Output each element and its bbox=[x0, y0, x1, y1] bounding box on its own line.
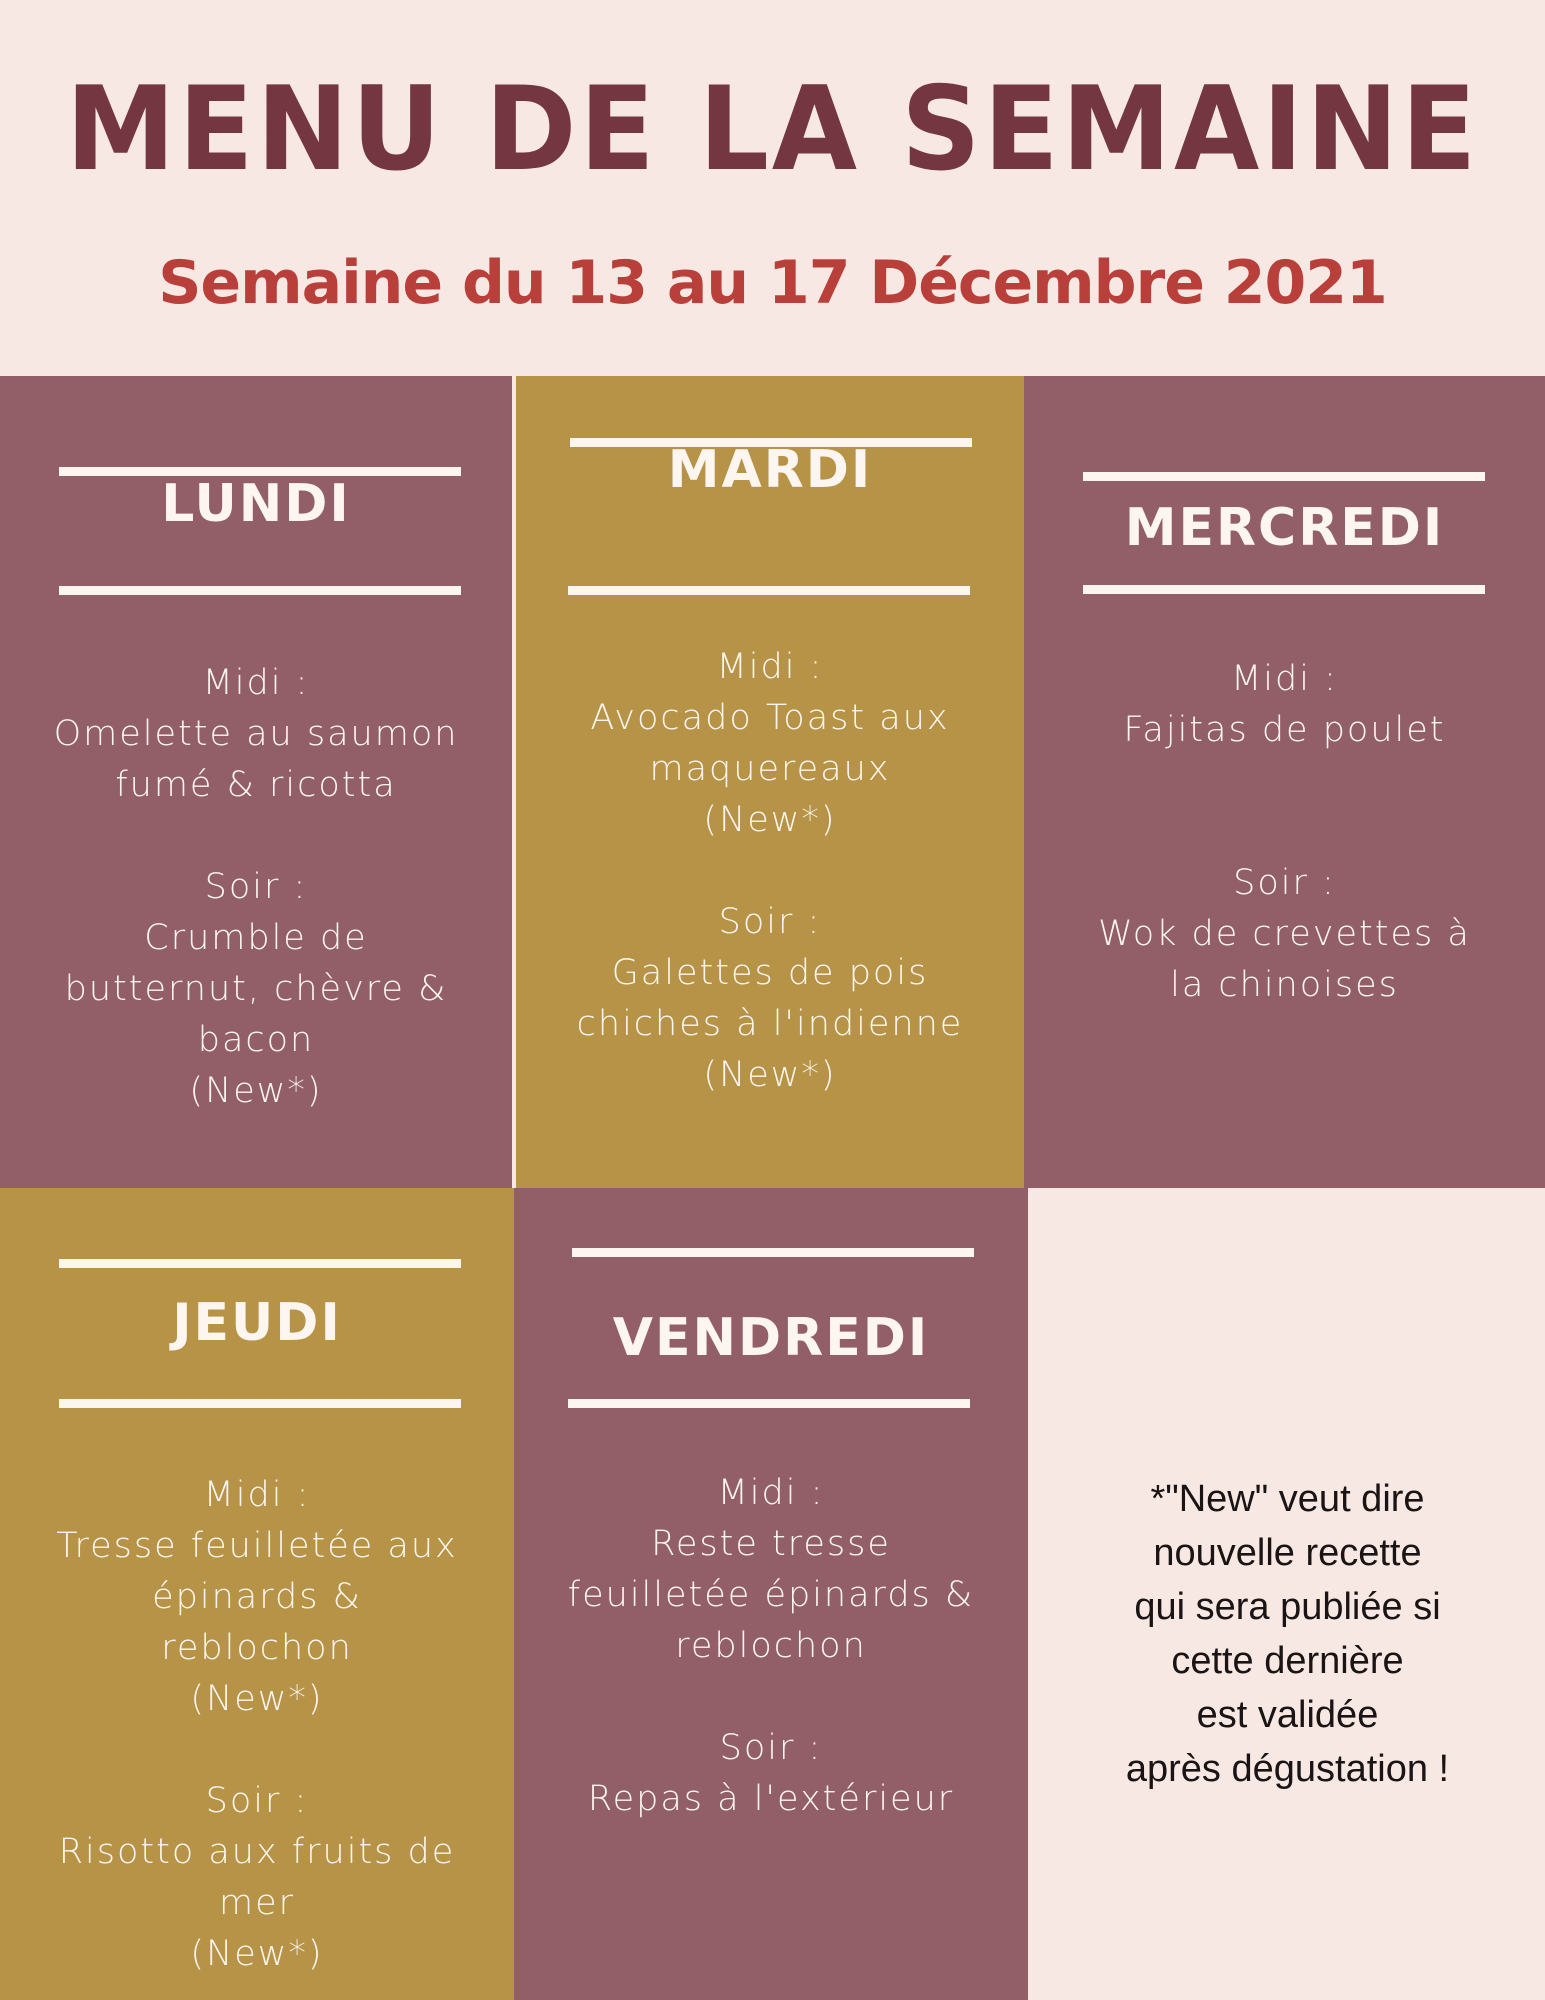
note-line: cette dernière bbox=[1171, 1640, 1404, 1682]
divider-bottom bbox=[568, 586, 970, 595]
day-panel-mercredi bbox=[1024, 376, 1545, 1188]
meal-content bbox=[20, 658, 492, 1117]
day-name: MERCREDI bbox=[1124, 498, 1445, 558]
midi-line: reblochon bbox=[675, 1626, 867, 1666]
note-line: est validée bbox=[1196, 1694, 1379, 1736]
day-panel-jeudi bbox=[0, 1188, 514, 2000]
soir-line: (New*) bbox=[189, 1071, 323, 1111]
day-name: LUNDI bbox=[161, 474, 351, 534]
soir-line: Risotto aux fruits de bbox=[58, 1832, 456, 1872]
midi-line: Avocado Toast aux bbox=[590, 698, 950, 738]
divider-bottom bbox=[1083, 585, 1485, 594]
midi-line: maquereaux bbox=[649, 749, 891, 789]
soir-line: (New*) bbox=[703, 1055, 837, 1095]
midi-label: Midi : bbox=[1231, 659, 1338, 699]
week-subtitle: Semaine du 13 au 17 Décembre 2021 bbox=[158, 248, 1387, 318]
soir-label: Soir : bbox=[205, 1781, 309, 1821]
divider-bottom bbox=[59, 1399, 461, 1408]
divider-top bbox=[1083, 472, 1485, 481]
new-recipe-note bbox=[1030, 1472, 1545, 1796]
midi-line: épinards & bbox=[152, 1577, 362, 1617]
divider-top bbox=[572, 1248, 974, 1257]
meal-content bbox=[20, 1470, 494, 1980]
day-name: VENDREDI bbox=[612, 1308, 930, 1368]
note-line: *"New" veut dire bbox=[1150, 1478, 1425, 1520]
day-panel-lundi bbox=[0, 376, 512, 1188]
soir-label: Soir : bbox=[204, 867, 308, 907]
soir-label: Soir : bbox=[1233, 863, 1336, 903]
meal-content bbox=[536, 642, 1004, 1101]
meal-content bbox=[534, 1468, 1008, 1825]
soir-line: (New*) bbox=[190, 1934, 324, 1974]
soir-line: bacon bbox=[197, 1020, 315, 1060]
midi-line: reblochon bbox=[161, 1628, 353, 1668]
soir-line: chiches à l'indienne bbox=[576, 1004, 964, 1044]
day-name: MARDI bbox=[667, 440, 873, 500]
midi-line: feuilletée épinards & bbox=[567, 1575, 975, 1615]
soir-line: Galettes de pois bbox=[611, 953, 929, 993]
midi-line: Omelette au saumon bbox=[53, 714, 459, 754]
midi-line: Reste tresse bbox=[651, 1524, 891, 1564]
midi-label: Midi : bbox=[203, 1475, 311, 1515]
day-name: JEUDI bbox=[172, 1293, 342, 1353]
page-title: MENU DE LA SEMAINE bbox=[65, 62, 1480, 197]
divider-bottom bbox=[568, 1399, 970, 1408]
midi-line: (New*) bbox=[190, 1679, 324, 1719]
midi-line: (New*) bbox=[703, 800, 837, 840]
midi-label: Midi : bbox=[717, 1473, 825, 1513]
soir-line: mer bbox=[218, 1883, 296, 1923]
midi-line: Tresse feuilletée aux bbox=[56, 1526, 458, 1566]
midi-label: Midi : bbox=[716, 647, 824, 687]
soir-label: Soir : bbox=[718, 902, 822, 942]
divider-top bbox=[59, 1259, 461, 1268]
note-line: nouvelle recette bbox=[1153, 1532, 1422, 1574]
meal-content bbox=[1044, 654, 1525, 1011]
soir-label: Soir : bbox=[719, 1728, 823, 1768]
note-line: qui sera publiée si bbox=[1134, 1586, 1441, 1628]
note-line: après dégustation ! bbox=[1125, 1748, 1450, 1790]
day-panel-mardi bbox=[516, 376, 1024, 1188]
soir-line: la chinoises bbox=[1170, 965, 1399, 1005]
midi-line: fumé & ricotta bbox=[115, 765, 397, 805]
midi-label: Midi : bbox=[202, 663, 310, 703]
midi-line: Fajitas de poulet bbox=[1123, 710, 1446, 750]
soir-line: Crumble de bbox=[144, 918, 368, 958]
divider-bottom bbox=[59, 586, 461, 595]
day-panel-vendredi bbox=[514, 1188, 1028, 2000]
soir-line: butternut, chèvre & bbox=[64, 969, 448, 1009]
soir-line: Wok de crevettes à bbox=[1098, 914, 1471, 954]
soir-line: Repas à l'extérieur bbox=[587, 1779, 955, 1819]
